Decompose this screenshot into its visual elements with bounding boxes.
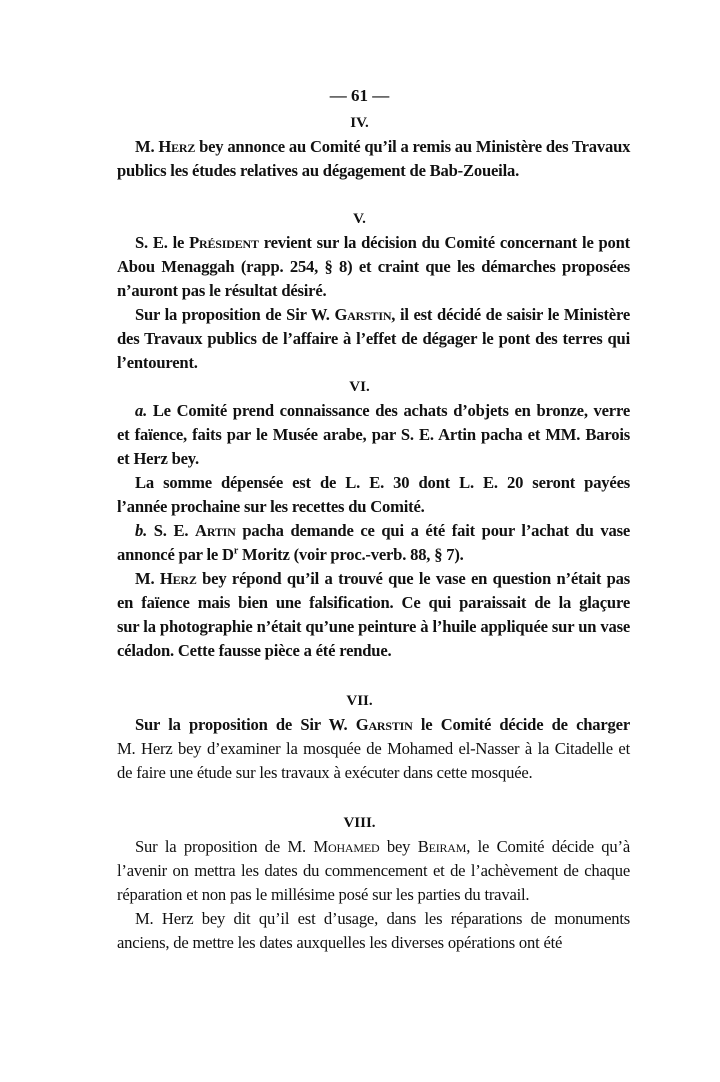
text-run: S. E.	[147, 521, 196, 540]
text-run: de faire une étude sur les travaux à exécuter dans cette mosquée.	[117, 763, 533, 782]
text-run: sur la photographie n’était qu’une peinture à l’huile appliquée sur un vase	[117, 617, 630, 636]
item-letter: a.	[135, 401, 148, 420]
text-run: bey répond qu’il a trouvé que le vase en question n’était pas	[196, 569, 631, 588]
paragraph	[117, 519, 630, 567]
text-line	[117, 543, 630, 567]
text-line	[117, 835, 630, 859]
section-heading: VII.	[346, 693, 373, 709]
paragraph	[117, 567, 630, 663]
small-caps-name: Président	[189, 233, 259, 252]
text-run: Sur la proposition de M.	[135, 837, 314, 856]
text-line	[117, 615, 630, 639]
text-line	[117, 761, 630, 785]
text-line	[117, 303, 630, 327]
text-line	[117, 471, 630, 495]
text-line	[117, 423, 630, 447]
text-run: annoncé par le D	[117, 545, 234, 564]
text-run: , il est décidé de saisir le Ministère	[391, 305, 630, 324]
text-run: Sur la proposition de Sir W.	[135, 305, 335, 324]
text-run: anciens, de mettre les dates auxquelles les diverses opérations ont été	[117, 933, 563, 952]
paragraph	[117, 713, 630, 785]
text-line	[117, 567, 630, 591]
text-line	[117, 883, 630, 907]
text-line	[117, 255, 630, 279]
text-run: , le Comité décide qu’à	[466, 837, 630, 856]
section-heading: IV.	[350, 115, 369, 131]
text-run: céladon. Cette fausse pièce a été rendue.	[117, 641, 392, 660]
text-line	[117, 399, 630, 423]
paragraph	[117, 471, 630, 519]
small-caps-name: Mohamed	[313, 837, 380, 856]
small-caps-name: Herz	[159, 569, 197, 588]
text-line	[117, 591, 630, 615]
paragraph	[117, 303, 630, 375]
small-caps-name: Garstin	[355, 715, 413, 734]
section-heading: V.	[353, 211, 366, 227]
text-run: n’auront pas le résultat désiré.	[117, 281, 327, 300]
section-v	[117, 207, 630, 375]
section-heading: VI.	[349, 379, 370, 395]
small-caps-name: Garstin	[334, 305, 392, 324]
text-line	[117, 737, 630, 761]
text-line	[117, 859, 630, 883]
small-caps-name: Beiram	[417, 837, 467, 856]
small-caps-name: Artin	[195, 521, 236, 540]
text-line	[117, 159, 630, 183]
text-run: Abou Menaggah (rapp. 254, § 8) et craint que les démarches proposées	[117, 257, 630, 276]
text-line	[117, 279, 630, 303]
text-run: Moritz (voir proc.-verb. 88, § 7).	[238, 545, 464, 564]
paragraph	[117, 135, 630, 183]
text-line	[117, 907, 630, 931]
page-number: — 61 —	[329, 86, 390, 105]
text-run: La somme dépensée est de L. E. 30 dont L. E. 20 seront payées	[135, 473, 630, 492]
text-line	[117, 135, 630, 159]
text-line	[117, 495, 630, 519]
paragraph	[117, 231, 630, 303]
paragraph	[117, 907, 630, 955]
section-viii	[117, 811, 630, 955]
section-iv	[117, 111, 630, 183]
text-run: en faïence mais bien une falsification. Ce qui paraissait de la glaçure	[117, 593, 630, 612]
text-run: M.	[135, 137, 159, 156]
paragraph	[117, 835, 630, 907]
text-line	[117, 447, 630, 471]
item-letter: b.	[135, 521, 148, 540]
text-run: et faïence, faits par le Musée arabe, par S. E. Artin pacha et MM. Barois	[117, 425, 630, 444]
text-line	[117, 519, 630, 543]
text-run: S. E. le	[135, 233, 190, 252]
text-run: l’entourent.	[117, 353, 198, 372]
text-line	[117, 639, 630, 663]
text-run: Sur la proposition de Sir W.	[135, 715, 356, 734]
text-run: des Travaux publics de l’affaire à l’effet de dégager le pont des terres qui	[117, 329, 630, 348]
text-line	[117, 351, 630, 375]
paragraph	[117, 399, 630, 471]
document-page	[117, 84, 630, 955]
text-run: M. Herz bey dit qu’il est d’usage, dans les réparations de monuments	[135, 909, 630, 928]
text-line	[117, 327, 630, 351]
text-run: bey annonce au Comité qu’il a remis au Ministère des Travaux	[195, 137, 631, 156]
text-run: l’année prochaine sur les recettes du Comité.	[117, 497, 425, 516]
text-run: Le Comité prend connaissance des achats d’objets en bronze, verre	[147, 401, 630, 420]
superscript: r	[233, 545, 239, 557]
text-run: le Comité décide de charger	[412, 715, 630, 734]
text-line	[117, 931, 630, 955]
text-run: M.	[135, 569, 160, 588]
text-run: pacha demande ce qui a été fait pour l’achat du vase	[235, 521, 631, 540]
text-run: publics les études relatives au dégagement de Bab-Zoueila.	[117, 161, 520, 180]
text-line	[117, 713, 630, 737]
text-run: réparation et non pas le millésime posé sur les parties du travail.	[117, 885, 530, 904]
section-vii	[117, 689, 630, 785]
text-run: l’avenir on mettra les dates du commencement et de l’achèvement de chaque	[117, 861, 630, 880]
text-run: bey	[379, 837, 418, 856]
text-run: M. Herz bey d’examiner la mosquée de Mohamed el-Nasser à la Citadelle et	[117, 739, 630, 758]
text-line	[117, 231, 630, 255]
small-caps-name: Herz	[158, 137, 196, 156]
text-run: revient sur la décision du Comité concernant le pont	[258, 233, 630, 252]
section-heading: VIII.	[343, 815, 376, 831]
text-run: et Herz bey.	[117, 449, 199, 468]
section-vi	[117, 375, 630, 663]
